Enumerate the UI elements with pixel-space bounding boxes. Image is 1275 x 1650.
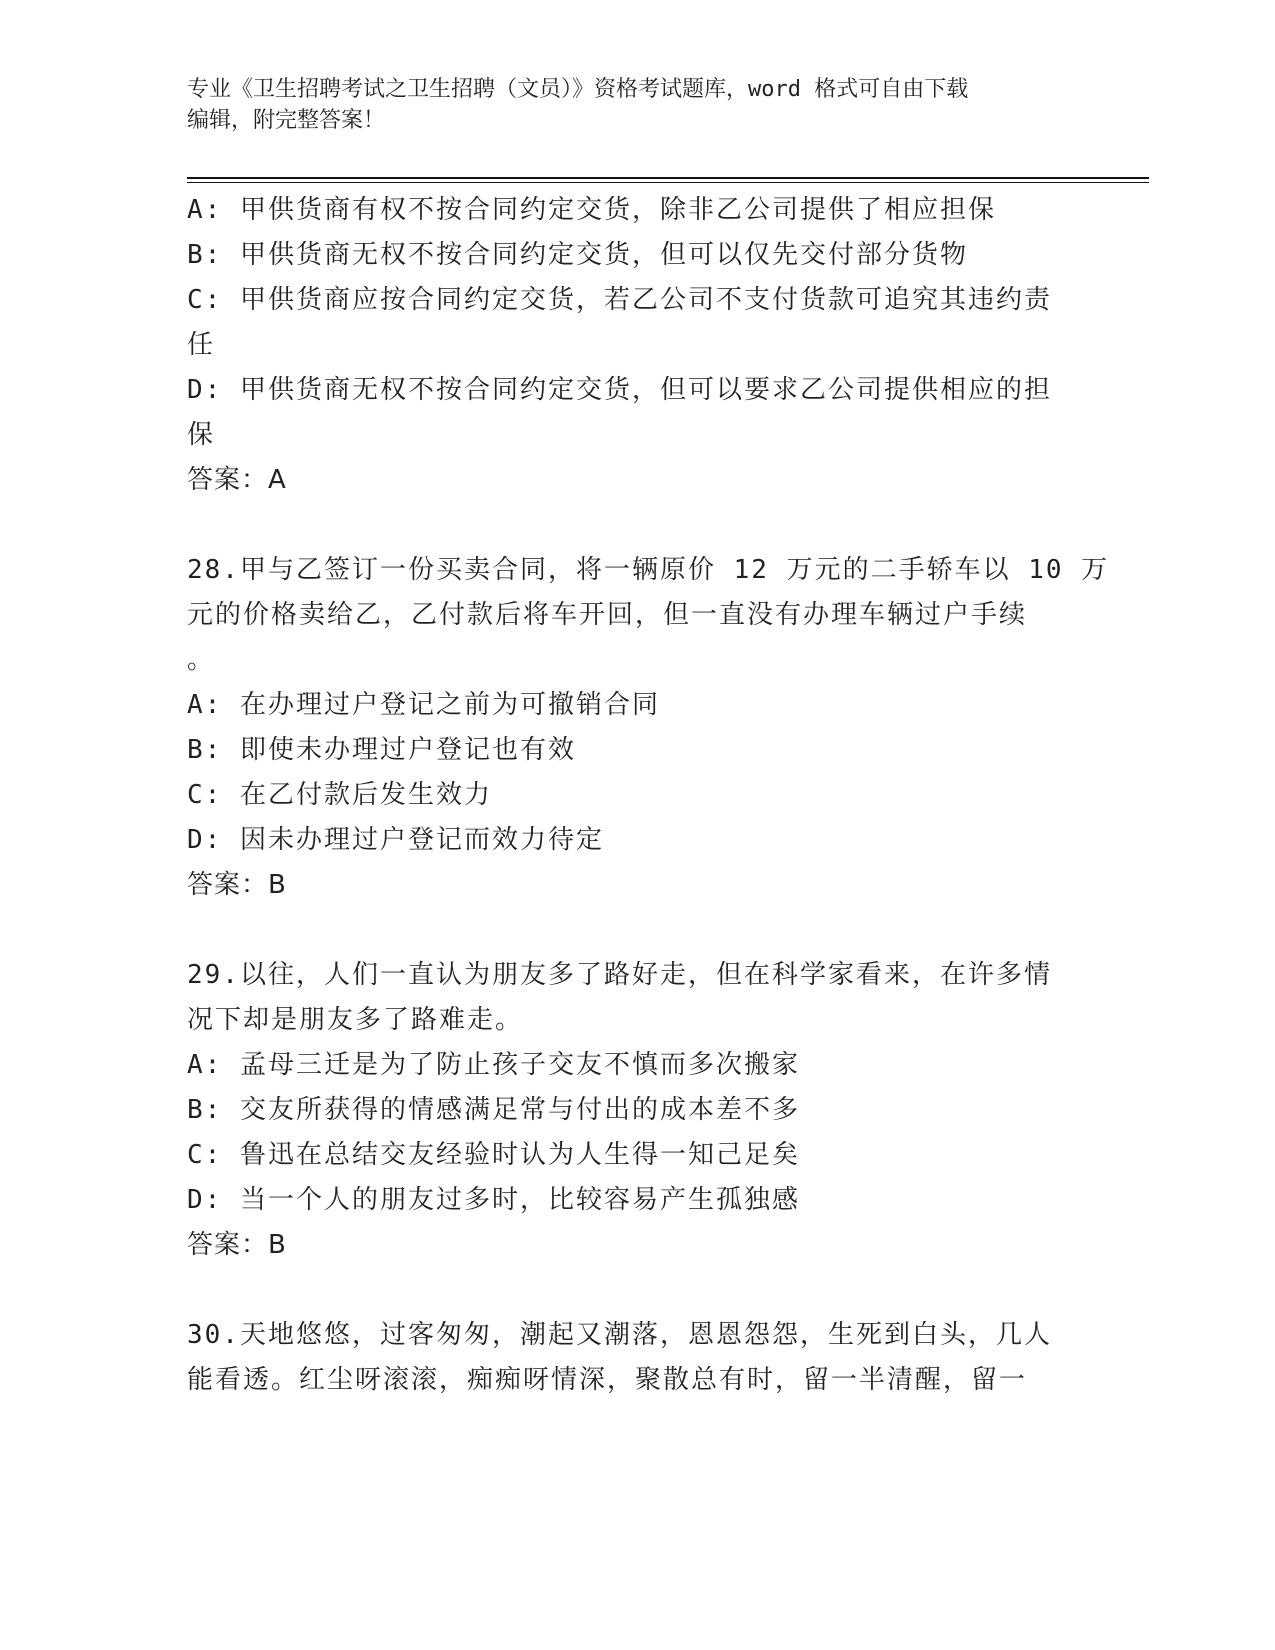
option-a: A: 孟母三迁是为了防止孩子交友不慎而多次搬家 [187,1050,800,1080]
header-divider-thin [187,182,1149,183]
header-divider-thick [187,177,1149,179]
option-d-continued: 保 [187,420,216,450]
option-c-continued: 任 [187,330,216,360]
answer-line: 答案：B [187,1230,287,1260]
option-b: B: 甲供货商无权不按合同约定交货，但可以仅先交付部分货物 [187,240,968,270]
option-c: C: 甲供货商应按合同约定交货，若乙公司不支付货款可追究其违约责 [187,285,1052,315]
option-b: B: 即使未办理过户登记也有效 [187,735,576,765]
question-text-line: 。 [187,645,216,675]
question-text-line: 能看透。红尘呀滚滚，痴痴呀情深，聚散总有时，留一半清醒，留一 [187,1365,1028,1395]
answer-line: 答案：B [187,870,287,900]
spacer [187,503,1067,548]
option-d: D: 当一个人的朋友过多时，比较容易产生孤独感 [187,1185,800,1215]
option-c: C: 鲁迅在总结交友经验时认为人生得一知己足矣 [187,1140,800,1170]
question-text-line: 30.天地悠悠，过客匆匆，潮起又潮落，恩恩怨怨，生死到白头，几人 [187,1320,1052,1350]
spacer [187,1268,1067,1313]
option-a: A: 甲供货商有权不按合同约定交货，除非乙公司提供了相应担保 [187,195,996,225]
question-29 [187,953,1067,1268]
option-a: A: 在办理过户登记之前为可撤销合同 [187,690,660,720]
header-line-2: 编辑，附完整答案！ [187,108,386,133]
document-header [187,74,1067,136]
option-d: D: 因未办理过户登记而效力待定 [187,825,604,855]
header-line-1: 专业《卫生招聘考试之卫生招聘（文员）》资格考试题库，word 格式可自由下载 [187,77,969,102]
option-c: C: 在乙付款后发生效力 [187,780,492,810]
question-27 [187,188,1067,503]
question-text-line: 29.以往，人们一直认为朋友多了路好走，但在科学家看来，在许多情 [187,960,1052,990]
question-text-line: 28.甲与乙签订一份买卖合同，将一辆原价 12 万元的二手轿车以 10 万 [187,555,1110,585]
question-text-line: 况下却是朋友多了路难走。 [187,1005,524,1035]
option-b: B: 交友所获得的情感满足常与付出的成本差不多 [187,1095,800,1125]
spacer [187,908,1067,953]
question-list [187,188,1110,1403]
option-d: D: 甲供货商无权不按合同约定交货，但可以要求乙公司提供相应的担 [187,375,1052,405]
question-28 [187,548,1110,908]
question-30 [187,1313,1067,1403]
answer-line: 答案：A [187,465,287,495]
question-text-line: 元的价格卖给乙，乙付款后将车开回，但一直没有办理车辆过户手续 [187,600,1028,630]
